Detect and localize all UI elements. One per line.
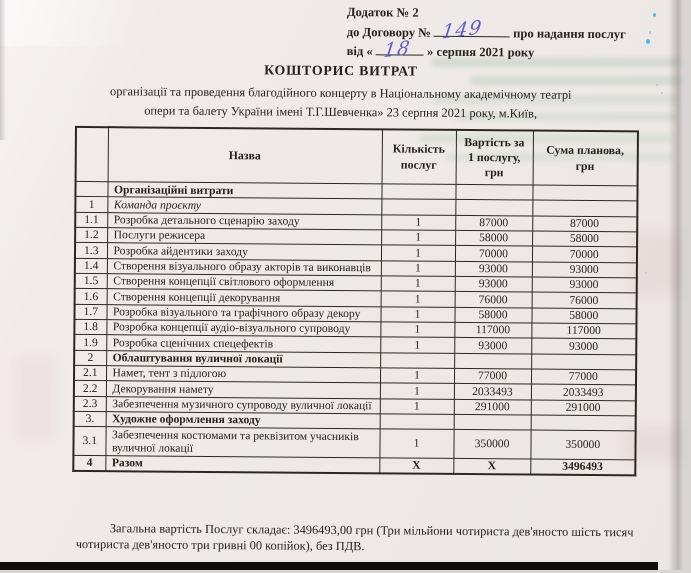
date-suffix: » серпня 2021 року	[426, 44, 535, 60]
col-header-quantity: Кількість послуг	[382, 129, 456, 184]
quantity: 1	[381, 230, 455, 246]
unit-price: X	[453, 458, 530, 474]
item-name: Забезпечення костюмами та реквізитом учасників вуличної локації	[105, 427, 379, 458]
planned-sum: 77000	[531, 369, 636, 385]
item-name: Облаштування вуличної локації	[106, 350, 380, 367]
unit-price: 77000	[454, 368, 531, 384]
subtitle-line-1: організації та проведення благодійного концерту в Національному академічному театрі	[109, 84, 572, 102]
quantity	[380, 414, 454, 430]
row-number: 1.7	[74, 304, 106, 320]
planned-sum	[532, 200, 637, 216]
total-cost-note: Загальна вартість Послуг складає: 3496493,00 грн (Три мільйони чотириста дев'яносто шість тисяч чотириста дев'яносто три гривні 00 копійок), без ПДВ.	[75, 521, 634, 554]
planned-sum: 76000	[532, 292, 637, 308]
scan-left-edge-shadow	[0, 0, 6, 140]
planned-sum: 70000	[532, 246, 637, 262]
planned-sum: 117000	[531, 323, 636, 339]
contract-prefix: до Договору №	[346, 24, 431, 40]
unit-price: 93000	[454, 338, 531, 354]
contract-number-blank	[434, 16, 510, 44]
planned-sum: 291000	[531, 400, 636, 416]
row-number: 3.	[74, 411, 106, 427]
unit-price: 87000	[455, 215, 532, 231]
quantity: 1	[380, 383, 454, 399]
cost-table-body	[73, 181, 637, 475]
quantity: 1	[381, 214, 455, 230]
col-header-unit-price: Вартість за 1 послугу, грн	[456, 130, 533, 185]
quantity: 1	[381, 260, 455, 276]
unit-price: 2033493	[454, 384, 531, 400]
row-number: 1.6	[75, 289, 107, 305]
item-name: Намет, тент з підлогою	[106, 366, 380, 383]
quantity: 1	[380, 368, 454, 384]
quantity: 1	[380, 306, 454, 322]
planned-sum	[531, 354, 636, 370]
unit-price: 93000	[455, 261, 532, 277]
appendix-header	[347, 3, 627, 64]
row-number: 1.5	[75, 273, 107, 289]
quantity: 1	[381, 291, 455, 307]
col-header-number	[76, 127, 108, 182]
item-name: Створення концепції світлового оформлення	[107, 274, 381, 291]
scan-bottom-bar	[0, 562, 658, 570]
quantity	[381, 199, 455, 215]
unit-price: 70000	[455, 246, 532, 262]
table-row	[73, 427, 635, 460]
item-name: Створення візуального образу акторів та виконавців	[107, 258, 381, 275]
item-name: Декорування намету	[106, 381, 380, 398]
cost-estimate-table	[72, 126, 639, 477]
quantity: 1	[380, 322, 454, 338]
unit-price: 93000	[455, 276, 532, 292]
planned-sum: 87000	[532, 216, 637, 232]
row-number: 1.8	[74, 319, 106, 335]
table-row	[73, 455, 635, 475]
row-number: 2.1	[74, 365, 106, 381]
row-number: 2.3	[74, 396, 106, 412]
item-name: Організаційні витрати	[107, 182, 381, 199]
unit-price	[454, 414, 531, 430]
subtitle-line-2: опери та балету України імені Т.Г.Шевченка» 23 серпня 2021 року, м.Київ,	[144, 102, 538, 121]
planned-sum	[531, 415, 636, 431]
appendix-line: Додаток № 2	[346, 5, 419, 20]
unit-price: 350000	[453, 430, 530, 459]
planned-sum: 350000	[530, 430, 635, 459]
unit-price: 76000	[455, 292, 532, 308]
unit-price	[455, 184, 532, 200]
item-name: Художне оформлення заходу	[106, 412, 380, 429]
quantity: 1	[381, 245, 455, 261]
item-name: Послуги режисера	[107, 228, 381, 245]
quantity: 1	[381, 276, 455, 292]
row-number: 2.2	[74, 381, 106, 397]
item-name: Команда проєкту	[107, 197, 381, 214]
row-number: 1.1	[75, 212, 107, 228]
row-number: 1.9	[74, 335, 106, 351]
item-name: Створення концепції декорування	[107, 289, 381, 306]
unit-price: 58000	[454, 307, 531, 323]
planned-sum: 2033493	[531, 384, 636, 400]
handwritten-date-day: 18	[382, 36, 413, 62]
planned-sum: 93000	[532, 277, 637, 293]
item-name: Розробка візуального та графічного образу декору	[106, 304, 380, 321]
row-number: 3.1	[73, 427, 105, 456]
contract-suffix: про надання послуг	[513, 25, 626, 41]
planned-sum: 93000	[531, 338, 636, 354]
row-number: 1	[75, 197, 107, 213]
item-name: Разом	[105, 456, 379, 474]
unit-price	[454, 353, 531, 369]
date-day-blank	[376, 36, 424, 62]
planned-sum	[532, 185, 637, 201]
planned-sum: 58000	[531, 308, 636, 324]
quantity: 1	[380, 337, 454, 353]
col-header-planned-sum: Сума планова, грн	[533, 131, 638, 186]
row-number: 2	[74, 350, 106, 366]
row-number: 1.4	[75, 258, 107, 274]
document-title: КОШТОРИС ВИТРАТ	[264, 62, 418, 79]
quantity: X	[379, 458, 453, 474]
item-name: Розробка концепції аудіо-візуального супроводу	[106, 320, 380, 337]
date-prefix: від «	[346, 44, 373, 59]
unit-price: 58000	[455, 230, 532, 246]
planned-sum: 93000	[532, 262, 637, 278]
unit-price: 117000	[454, 322, 531, 338]
col-header-name: Назва	[108, 127, 382, 184]
date-line	[346, 36, 626, 64]
document-subtitle	[0, 81, 682, 123]
planned-sum: 58000	[532, 231, 637, 247]
row-number: 1.3	[75, 243, 107, 259]
row-number	[75, 181, 107, 197]
item-name: Розробка айдентики заходу	[107, 243, 381, 260]
table-header-row	[76, 127, 638, 186]
unit-price: 291000	[454, 399, 531, 415]
quantity: 1	[380, 398, 454, 414]
scan-right-edge-shadow	[668, 0, 683, 570]
item-name: Розробка сценічних спецефектів	[106, 335, 380, 352]
quantity	[381, 184, 455, 200]
row-number: 1.2	[75, 227, 107, 243]
handwritten-contract-number: 149	[440, 16, 485, 44]
item-name: Розробка детального сценарію заходу	[107, 212, 381, 229]
quantity: 1	[379, 429, 453, 458]
planned-sum: 3496493	[530, 459, 635, 476]
quantity	[380, 352, 454, 368]
row-number: 4	[73, 455, 105, 471]
unit-price	[455, 200, 532, 216]
item-name: Забезпечення музичного супроводу вуличної локації	[106, 396, 380, 413]
